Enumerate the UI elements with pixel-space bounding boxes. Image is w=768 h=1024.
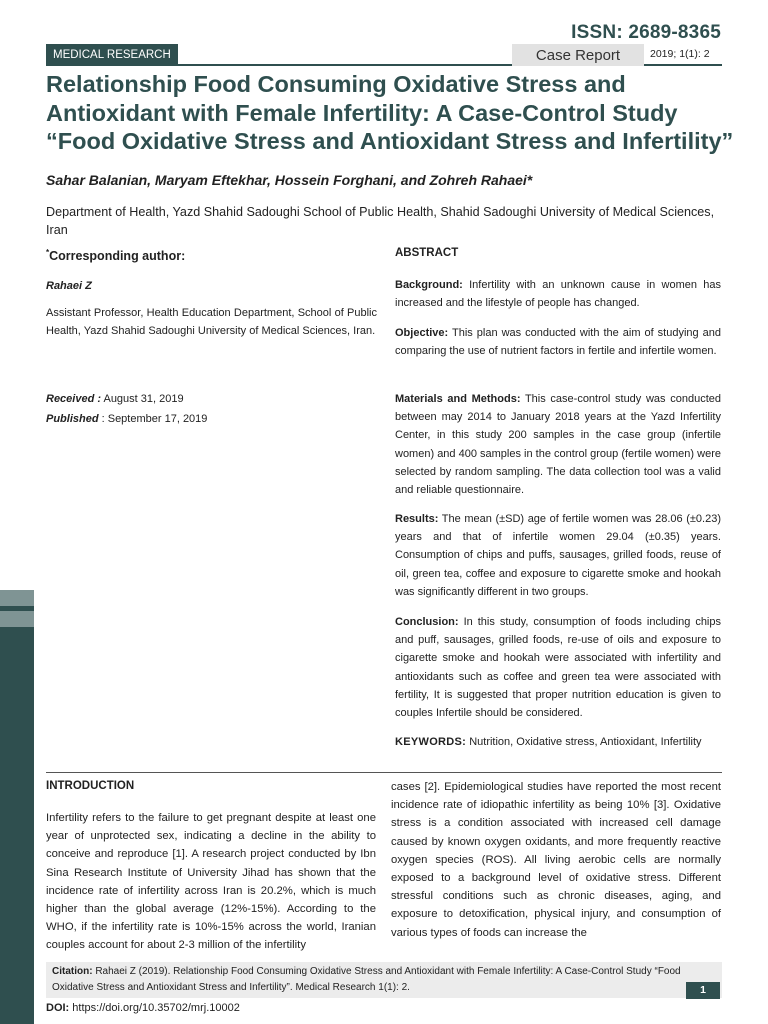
abstract-keywords (395, 733, 721, 751)
received-value: August 31, 2019 (101, 393, 184, 405)
abstract-conclusion (395, 613, 721, 722)
corresponding-asterisk: * (46, 248, 50, 257)
objective-text: This plan was conducted with the aim of studying and comparing the use of nutrient factors in fertile and infertile women. (395, 327, 721, 358)
abstract-results (395, 510, 721, 601)
introduction-right-column: cases [2]. Epidemiological studies have reported the most recent incidence rate of idiopathic infertility as being 10% [3]. Oxidative stress is a condition associated with increased cell damage caused by known oxygen oxidants, and more frequently reactive oxygen species (ROS). All living aerobic cells are normally exposed to a background level of oxidative stress. Different stressful conditions such as chronic diseases, aging, and exposure to detoxification, physical injury, and consumption of various types of foods can increase the (391, 781, 721, 939)
doi-line (46, 1002, 240, 1014)
issn-number: ISSN: 2689-8365 (571, 22, 721, 43)
side-color-band (0, 590, 34, 1024)
author-affiliation: Department of Health, Yazd Shahid Sadoughi School of Public Health, Shahid Sadoughi University of Medical Sciences, Iran (46, 205, 715, 237)
author-list: Sahar Balanian, Maryam Eftekhar, Hossein Forghani, and Zohreh Rahaei* (46, 172, 533, 188)
results-label: Results: (395, 513, 439, 525)
side-stripe-top (0, 590, 34, 606)
corresponding-affiliation: Assistant Professor, Health Education Department, School of Public Health, Yazd Shahid Sadoughi University of Medical Sciences, Iran. (46, 307, 377, 337)
abstract-methods (395, 390, 721, 499)
title-line-1: Relationship Food Consuming Oxidative Stress and (46, 71, 626, 97)
citation-text (52, 964, 692, 996)
article-type-label: Case Report (512, 44, 644, 66)
keywords-text: Nutrition, Oxidative stress, Antioxidant, Infertility (466, 736, 702, 748)
received-date (46, 393, 184, 405)
abstract-objective (395, 324, 721, 360)
corresponding-heading-text: Corresponding author: (49, 249, 186, 264)
citation-label: Citation: (52, 966, 93, 977)
abstract-background (395, 276, 721, 312)
title-line-3: “Food Oxidative Stress and Antioxidant Stress and Infertility” (46, 128, 734, 154)
abstract-heading: ABSTRACT (395, 247, 459, 259)
methods-label: Materials and Methods: (395, 393, 521, 405)
citation-body: Rahaei Z (2019). Relationship Food Consuming Oxidative Stress and Antioxidant with Female Infertility: A Case-Control Study “Food Oxidative Stress and Antioxidant Stress and Infertility”. Medical Research 1(1): 2. (52, 966, 681, 993)
title-line-2: Antioxidant with Female Infertility: A Case-Control Study (46, 99, 678, 126)
introduction-heading: INTRODUCTION (46, 780, 135, 792)
article-title (46, 70, 736, 156)
background-label: Background: (395, 279, 463, 291)
corresponding-name: Rahaei Z (46, 280, 92, 292)
background-text: Infertility with an unknown cause in women has increased and the lifestyle of people has changed. (395, 279, 721, 310)
published-label: Published (46, 413, 99, 425)
results-text: The mean (±SD) age of fertile women was 28.06 (±0.23) years and that of infertile women 29.04 (±0.35) years. Consumption of chips and puffs, sausages, grilled foods, reuse of oil, green tea, coffee and exposure to cigarette smoke and hookah was significantly different in two groups. (395, 513, 721, 598)
side-stripe-bottom (0, 611, 34, 627)
page-number: 1 (686, 982, 720, 999)
conclusion-text: In this study, consumption of foods including chips and puff, sausages, grilled foods, re-use of oils and exposure to cigarette smoke and hookah were associated with infertility and antioxidants such as coffee and green tea were associated with fertility, It is suggested that proper nutrition education is given to couples Infertile should be considered. (395, 616, 721, 720)
objective-label: Objective: (395, 327, 449, 339)
keywords-label: KEYWORDS: (395, 736, 467, 748)
received-label: Received : (46, 393, 102, 405)
conclusion-label: Conclusion: (395, 616, 459, 628)
section-divider (46, 772, 722, 773)
published-value: : September 17, 2019 (98, 413, 208, 425)
corresponding-heading (46, 248, 185, 263)
doi-label: DOI: (46, 1002, 70, 1014)
volume-info: 2019; 1(1): 2 (650, 48, 710, 60)
introduction-left-column: Infertility refers to the failure to get pregnant despite at least one year of unprotected sex, indicating a decline in the ability to conceive and reproduce [1]. A research project conducted by Ibn Sina Research Institute of University Jihad has shown that the incidence rate of infertility across Iran is 20.2%, which is much higher than the global average (12%-15%). According to the WHO, if the infertility rate is 10%-15% across the world, Iranian couples account for about 2-3 million of the infertility (46, 812, 376, 952)
published-date (46, 413, 207, 425)
doi-link[interactable]: https://doi.org/10.35702/mrj.10002 (69, 1002, 240, 1014)
section-badge: MEDICAL RESEARCH (46, 44, 178, 66)
methods-text: This case-control study was conducted between may 2014 to January 2018 years at the Yazd Infertility Center, in this study 200 samples in the case group (infertile women) and 400 samples in the control group (fertile women) were selected by random sampling. The data collection tool was a valid and reliable questionnaire. (395, 393, 721, 497)
